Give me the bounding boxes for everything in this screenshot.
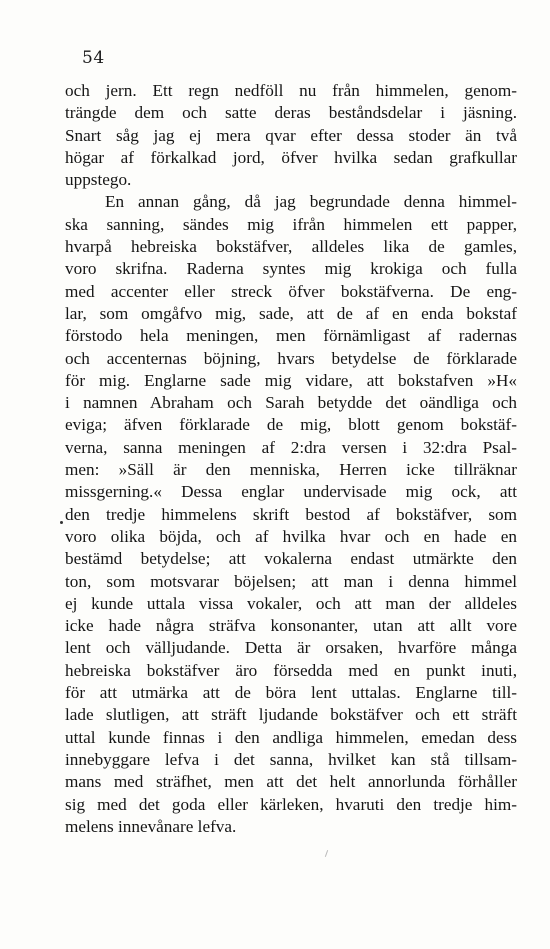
text-line: voro skrifna. Raderna syntes mig krokiga och fulla xyxy=(65,259,517,279)
text-line: voro olika böjda, och af hvilka hvar och en hade en xyxy=(65,526,517,546)
text-line: lade slutligen, att sträft ljudande bokstäfver och ett sträft xyxy=(65,705,517,725)
text-line: uppstego. xyxy=(65,170,132,190)
print-speck xyxy=(60,521,63,524)
text-line: i namnen Abraham och Sarah betydde det oändliga och xyxy=(65,393,517,413)
text-line: bestämd betydelse; att vokalerna endast utmärkte den xyxy=(65,549,517,569)
text-line: och accenternas böjning, hvars betydelse de förklarade xyxy=(65,348,517,368)
text-line: hvarpå hebreiska bokstäfver, alldeles lika de gamles, xyxy=(65,237,517,257)
text-line: Snart såg jag ej mera qvar efter dessa stoder än två xyxy=(65,125,517,145)
text-line: lar, som omgåfvo mig, sade, att de af en enda bokstaf xyxy=(65,303,517,323)
text-line: uttal kunde finnas i den andliga himmelen, emedan dess xyxy=(65,727,517,747)
paragraph-start-line: En annan gång, då jag begrundade denna himmel- xyxy=(105,192,517,212)
text-line: mans med sträfhet, men att det helt annorlunda förhåller xyxy=(65,772,517,792)
text-line: missgerning.« Dessa englar undervisade mig ock, att xyxy=(65,482,517,502)
text-line: trängde dem och satte deras beståndsdelar i jäsning. xyxy=(65,103,517,123)
page-number: 54 xyxy=(82,48,105,68)
text-line: ej kunde uttala vissa vokaler, och att man der alldeles xyxy=(65,593,517,613)
text-line: hebreiska bokstäfver äro försedda med en punkt inuti, xyxy=(65,660,517,680)
text-line: lent och välljudande. Detta är orsaken, hvarföre många xyxy=(65,638,517,658)
text-line: icke hade några sträfva konsonanter, utan att allt vore xyxy=(65,616,517,636)
text-line: melens innevånare lefva. xyxy=(65,816,237,836)
text-line: för att utmärka att de böra lent uttalas. Englarne till- xyxy=(65,683,517,703)
text-line: för mig. Englarne sade mig vidare, att bokstafven »H« xyxy=(65,370,517,390)
text-line: med accenter eller streck öfver bokstäfverna. De eng- xyxy=(65,281,517,301)
text-line: högar af förkalkad jord, öfver hvilka sedan grafkullar xyxy=(65,147,517,167)
text-line: eviga; äfven förklarade de mig, blott genom bokstäf- xyxy=(65,415,517,435)
text-line: men: »Säll är den menniska, Herren icke tillräknar xyxy=(65,460,517,480)
print-mark xyxy=(325,850,328,857)
text-line: verna, sanna meningen af 2:dra versen i 32:dra Psal- xyxy=(65,437,517,457)
body-text xyxy=(65,80,517,838)
text-line: den tredje himmelens skrift bestod af bokstäfver, som xyxy=(65,504,517,524)
text-line: sig med det goda eller kärleken, hvaruti den tredje him- xyxy=(65,794,517,814)
text-line: ton, som motsvarar böjelsen; att man i denna himmel xyxy=(65,571,517,591)
text-line: och jern. Ett regn nedföll nu från himmelen, genom- xyxy=(65,81,517,100)
text-line: innebyggare lefva i det sanna, hvilket kan stå tillsam- xyxy=(65,749,517,769)
text-line: förstodo hela meningen, men förnämligast af radernas xyxy=(65,326,517,346)
text-line: ska sanning, sändes mig ifrån himmelen ett papper, xyxy=(65,214,517,234)
